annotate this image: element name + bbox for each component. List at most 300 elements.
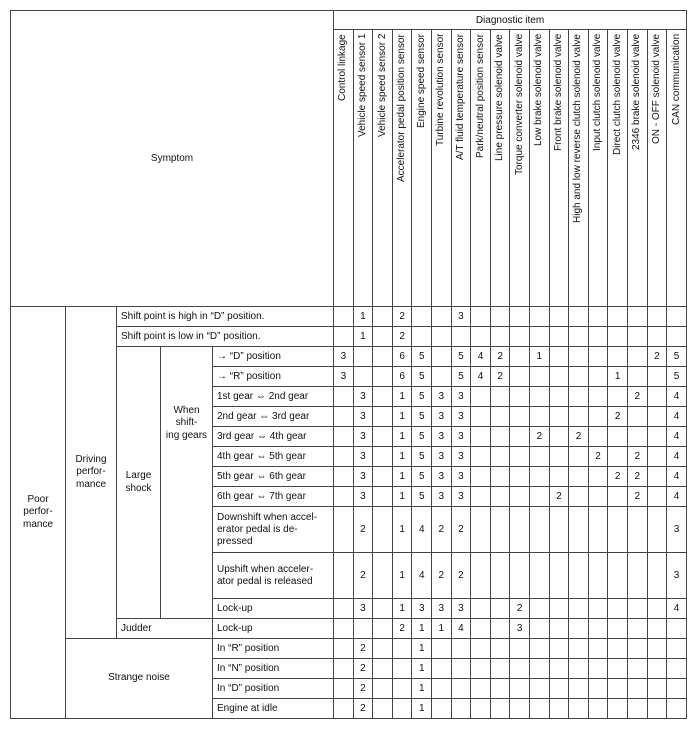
symptom-header: Symptom xyxy=(11,11,334,307)
value-cell: 3 xyxy=(451,407,471,427)
value-cell xyxy=(334,639,354,659)
value-cell: 2 xyxy=(353,639,373,659)
value-cell: 1 xyxy=(353,327,373,347)
value-cell xyxy=(334,599,354,619)
value-cell xyxy=(569,327,589,347)
value-cell xyxy=(608,327,628,347)
symptom-label: Engine at idle xyxy=(213,699,334,719)
symptom-label: In “D” position xyxy=(213,679,334,699)
value-cell xyxy=(373,599,393,619)
value-cell xyxy=(334,387,354,407)
value-cell xyxy=(529,387,549,407)
value-cell xyxy=(510,639,530,659)
value-cell xyxy=(647,387,667,407)
value-cell: 2 xyxy=(490,367,510,387)
column-header xyxy=(471,30,491,307)
value-cell: 2 xyxy=(353,659,373,679)
symptom-label: Shift point is high in “D” position. xyxy=(117,307,334,327)
value-cell: 3 xyxy=(412,599,432,619)
value-cell: 3 xyxy=(432,427,452,447)
value-cell xyxy=(529,619,549,639)
value-cell xyxy=(667,307,687,327)
value-cell: 3 xyxy=(451,599,471,619)
value-cell: 2 xyxy=(627,467,647,487)
value-cell xyxy=(490,387,510,407)
value-cell xyxy=(569,699,589,719)
value-cell xyxy=(608,507,628,553)
column-header-label: Input clutch solenoid valve xyxy=(592,34,604,152)
column-header-label: Turbine revolution sensor xyxy=(435,34,447,147)
value-cell xyxy=(529,659,549,679)
value-cell: 3 xyxy=(353,387,373,407)
value-cell xyxy=(334,679,354,699)
value-cell: 1 xyxy=(412,659,432,679)
value-cell xyxy=(588,427,608,447)
symptom-label: Lock-up xyxy=(213,619,334,639)
value-cell xyxy=(588,367,608,387)
column-header-label: A/T fluid temperature sensor xyxy=(454,34,466,160)
value-cell xyxy=(490,619,510,639)
value-cell xyxy=(529,553,549,599)
diagnostic-item-header: Diagnostic item xyxy=(334,11,687,30)
value-cell: 1 xyxy=(392,553,412,599)
value-cell: 3 xyxy=(432,447,452,467)
column-header xyxy=(373,30,393,307)
value-cell xyxy=(608,307,628,327)
value-cell xyxy=(471,407,491,427)
value-cell xyxy=(432,639,452,659)
value-cell: 2 xyxy=(569,427,589,447)
value-cell xyxy=(334,659,354,679)
value-cell xyxy=(588,599,608,619)
value-cell: 3 xyxy=(432,487,452,507)
value-cell: 3 xyxy=(451,387,471,407)
value-cell xyxy=(627,367,647,387)
value-cell xyxy=(569,619,589,639)
group-strange-noise: Strange noise xyxy=(66,639,213,719)
value-cell: 4 xyxy=(667,487,687,507)
value-cell xyxy=(627,347,647,367)
value-cell xyxy=(627,507,647,553)
value-cell xyxy=(529,327,549,347)
value-cell: 6 xyxy=(392,367,412,387)
column-header xyxy=(667,30,687,307)
value-cell xyxy=(471,507,491,553)
value-cell xyxy=(353,347,373,367)
value-cell xyxy=(392,659,412,679)
value-cell xyxy=(451,679,471,699)
value-cell: 1 xyxy=(392,387,412,407)
value-cell: 2 xyxy=(432,553,452,599)
value-cell xyxy=(569,367,589,387)
value-cell xyxy=(588,699,608,719)
value-cell xyxy=(373,659,393,679)
column-header xyxy=(334,30,354,307)
column-header-label: CAN communication xyxy=(670,34,682,126)
value-cell xyxy=(627,679,647,699)
value-cell xyxy=(373,407,393,427)
value-cell: 5 xyxy=(451,367,471,387)
value-cell xyxy=(529,699,549,719)
column-header-label: Park/neutral position sensor xyxy=(474,34,486,158)
symptom-label: → “R” position xyxy=(213,367,334,387)
value-cell xyxy=(490,659,510,679)
value-cell xyxy=(608,427,628,447)
value-cell: 4 xyxy=(667,387,687,407)
value-cell xyxy=(569,659,589,679)
symptom-label: Upshift when acceler- ator pedal is released xyxy=(213,553,334,599)
value-cell: 4 xyxy=(667,447,687,467)
value-cell xyxy=(471,679,491,699)
value-cell xyxy=(647,407,667,427)
column-header-label: 2346 brake solenoid valve xyxy=(631,34,643,151)
value-cell xyxy=(588,679,608,699)
value-cell xyxy=(588,487,608,507)
value-cell xyxy=(549,367,569,387)
value-cell xyxy=(549,307,569,327)
value-cell xyxy=(451,659,471,679)
value-cell xyxy=(569,599,589,619)
column-header xyxy=(549,30,569,307)
value-cell xyxy=(549,347,569,367)
value-cell xyxy=(373,679,393,699)
value-cell xyxy=(471,307,491,327)
value-cell: 2 xyxy=(353,507,373,553)
value-cell: 1 xyxy=(608,367,628,387)
value-cell xyxy=(510,367,530,387)
value-cell xyxy=(510,553,530,599)
value-cell xyxy=(647,679,667,699)
value-cell: 1 xyxy=(392,467,412,487)
value-cell xyxy=(608,659,628,679)
value-cell xyxy=(667,619,687,639)
column-header-label: Engine speed sensor xyxy=(415,34,427,128)
value-cell xyxy=(334,327,354,347)
value-cell xyxy=(471,639,491,659)
value-cell xyxy=(529,407,549,427)
column-header-label: Low brake solenoid valve xyxy=(533,34,545,147)
value-cell xyxy=(608,487,628,507)
value-cell xyxy=(588,387,608,407)
value-cell xyxy=(549,659,569,679)
value-cell xyxy=(529,487,549,507)
value-cell: 2 xyxy=(549,487,569,507)
value-cell: 1 xyxy=(392,447,412,467)
group-poor-performance: Poor perfor- mance xyxy=(11,307,66,719)
value-cell xyxy=(510,679,530,699)
value-cell xyxy=(588,639,608,659)
value-cell xyxy=(334,307,354,327)
value-cell xyxy=(608,679,628,699)
value-cell xyxy=(608,347,628,367)
group-large-shock: Large shock xyxy=(117,347,161,619)
value-cell xyxy=(432,699,452,719)
value-cell xyxy=(588,553,608,599)
value-cell xyxy=(529,307,549,327)
value-cell: 1 xyxy=(529,347,549,367)
value-cell: 4 xyxy=(471,347,491,367)
value-cell xyxy=(627,659,647,679)
symptom-label: 4th gear ⇔ 5th gear xyxy=(213,447,334,467)
value-cell xyxy=(373,487,393,507)
value-cell xyxy=(451,699,471,719)
value-cell xyxy=(471,699,491,719)
value-cell xyxy=(510,407,530,427)
table-body xyxy=(11,307,687,719)
column-header xyxy=(510,30,530,307)
value-cell: 5 xyxy=(667,367,687,387)
column-header-label: Control linkage xyxy=(337,34,349,101)
column-header xyxy=(569,30,589,307)
value-cell xyxy=(510,327,530,347)
value-cell xyxy=(373,427,393,447)
value-cell xyxy=(373,639,393,659)
value-cell xyxy=(667,327,687,347)
value-cell xyxy=(490,407,510,427)
value-cell: 1 xyxy=(353,307,373,327)
value-cell: 1 xyxy=(432,619,452,639)
value-cell xyxy=(549,327,569,347)
value-cell xyxy=(490,639,510,659)
value-cell xyxy=(510,699,530,719)
value-cell: 2 xyxy=(529,427,549,447)
value-cell xyxy=(608,447,628,467)
value-cell xyxy=(569,507,589,553)
value-cell xyxy=(334,619,354,639)
value-cell xyxy=(432,347,452,367)
value-cell: 3 xyxy=(667,507,687,553)
value-cell xyxy=(490,679,510,699)
value-cell: 4 xyxy=(471,367,491,387)
column-header-label: Front brake solenoid valve xyxy=(552,34,564,152)
value-cell: 3 xyxy=(451,467,471,487)
value-cell xyxy=(529,507,549,553)
value-cell: 3 xyxy=(353,599,373,619)
value-cell xyxy=(588,327,608,347)
group-when-shifting: When shift- ing gears xyxy=(161,387,213,619)
value-cell: 2 xyxy=(353,699,373,719)
value-cell xyxy=(373,619,393,639)
column-header xyxy=(529,30,549,307)
value-cell xyxy=(334,447,354,467)
value-cell: 3 xyxy=(667,553,687,599)
value-cell xyxy=(471,427,491,447)
value-cell: 3 xyxy=(353,447,373,467)
value-cell xyxy=(647,467,667,487)
value-cell xyxy=(667,639,687,659)
value-cell xyxy=(647,699,667,719)
value-cell: 3 xyxy=(334,347,354,367)
value-cell xyxy=(451,327,471,347)
value-cell: 2 xyxy=(353,553,373,599)
value-cell xyxy=(569,487,589,507)
value-cell xyxy=(432,679,452,699)
column-header-label: Accelerator pedal position sensor xyxy=(396,34,408,182)
symptom-label: 5th gear ⇔ 6th gear xyxy=(213,467,334,487)
value-cell xyxy=(334,467,354,487)
column-header xyxy=(588,30,608,307)
diagnostic-table xyxy=(10,10,687,719)
value-cell: 4 xyxy=(412,553,432,599)
value-cell: 2 xyxy=(451,553,471,599)
value-cell xyxy=(608,699,628,719)
value-cell xyxy=(529,467,549,487)
value-cell xyxy=(353,367,373,387)
value-cell xyxy=(529,679,549,699)
column-header xyxy=(412,30,432,307)
column-header xyxy=(647,30,667,307)
value-cell: 4 xyxy=(451,619,471,639)
column-header xyxy=(627,30,647,307)
group-judder: Judder xyxy=(117,619,213,639)
value-cell: 1 xyxy=(412,619,432,639)
value-cell xyxy=(373,327,393,347)
value-cell xyxy=(549,553,569,599)
value-cell xyxy=(549,507,569,553)
value-cell xyxy=(549,447,569,467)
value-cell xyxy=(569,639,589,659)
column-header-label: Vehicle speed sensor 2 xyxy=(376,34,388,138)
value-cell: 2 xyxy=(432,507,452,553)
value-cell: 3 xyxy=(451,447,471,467)
column-header-label: Torque converter solenoid valve xyxy=(513,34,525,176)
value-cell: 5 xyxy=(412,407,432,427)
value-cell xyxy=(647,659,667,679)
value-cell xyxy=(334,407,354,427)
column-header xyxy=(432,30,452,307)
value-cell: 3 xyxy=(432,467,452,487)
symptom-label: → “D” position xyxy=(213,347,334,367)
value-cell: 2 xyxy=(392,327,412,347)
value-cell xyxy=(588,659,608,679)
value-cell: 5 xyxy=(412,467,432,487)
value-cell xyxy=(608,599,628,619)
value-cell xyxy=(510,427,530,447)
symptom-label: Shift point is low in “D” position. xyxy=(117,327,334,347)
value-cell: 4 xyxy=(667,599,687,619)
value-cell: 5 xyxy=(667,347,687,367)
value-cell: 3 xyxy=(353,467,373,487)
value-cell: 2 xyxy=(510,599,530,619)
symptom-label: 6th gear ⇔ 7th gear xyxy=(213,487,334,507)
value-cell: 3 xyxy=(353,407,373,427)
column-header-label: Vehicle speed sensor 1 xyxy=(356,34,368,138)
value-cell xyxy=(490,487,510,507)
value-cell xyxy=(627,699,647,719)
value-cell: 1 xyxy=(412,639,432,659)
value-cell: 3 xyxy=(432,387,452,407)
value-cell xyxy=(647,487,667,507)
value-cell xyxy=(471,487,491,507)
symptom-label: 2nd gear ⇔ 3rd gear xyxy=(213,407,334,427)
value-cell xyxy=(549,679,569,699)
value-cell: 1 xyxy=(392,427,412,447)
value-cell xyxy=(334,699,354,719)
value-cell: 1 xyxy=(412,679,432,699)
value-cell xyxy=(334,427,354,447)
value-cell: 2 xyxy=(608,407,628,427)
value-cell xyxy=(373,387,393,407)
value-cell xyxy=(529,639,549,659)
value-cell: 2 xyxy=(627,387,647,407)
column-header-label: Line pressure solenoid valve xyxy=(494,34,506,161)
symptom-label: 1st gear ⇔ 2nd gear xyxy=(213,387,334,407)
value-cell xyxy=(471,327,491,347)
value-cell xyxy=(334,487,354,507)
value-cell xyxy=(392,639,412,659)
value-cell xyxy=(549,427,569,447)
column-header xyxy=(608,30,628,307)
value-cell: 3 xyxy=(334,367,354,387)
value-cell: 5 xyxy=(451,347,471,367)
value-cell xyxy=(647,639,667,659)
value-cell xyxy=(647,553,667,599)
value-cell xyxy=(647,327,667,347)
value-cell xyxy=(667,659,687,679)
value-cell xyxy=(588,507,608,553)
value-cell xyxy=(667,679,687,699)
value-cell: 2 xyxy=(627,487,647,507)
value-cell xyxy=(490,307,510,327)
value-cell xyxy=(569,347,589,367)
value-cell xyxy=(510,387,530,407)
value-cell xyxy=(490,507,510,553)
value-cell xyxy=(569,553,589,599)
value-cell xyxy=(490,553,510,599)
value-cell: 3 xyxy=(451,427,471,447)
value-cell xyxy=(608,387,628,407)
value-cell xyxy=(588,467,608,487)
value-cell xyxy=(432,327,452,347)
value-cell xyxy=(588,619,608,639)
value-cell xyxy=(647,307,667,327)
value-cell xyxy=(627,639,647,659)
value-cell xyxy=(373,507,393,553)
value-cell xyxy=(432,367,452,387)
value-cell xyxy=(549,407,569,427)
value-cell xyxy=(647,427,667,447)
blank-cell xyxy=(161,347,213,387)
column-header-label: ON - OFF solenoid valve xyxy=(650,34,662,145)
column-header xyxy=(353,30,373,307)
column-header xyxy=(392,30,412,307)
value-cell xyxy=(529,447,549,467)
value-cell xyxy=(373,467,393,487)
value-cell xyxy=(627,427,647,447)
symptom-label: In “R” position xyxy=(213,639,334,659)
value-cell xyxy=(569,447,589,467)
value-cell xyxy=(549,699,569,719)
value-cell: 2 xyxy=(608,467,628,487)
symptom-label: Downshift when accel- erator pedal is de- pressed xyxy=(213,507,334,553)
value-cell xyxy=(647,619,667,639)
value-cell: 2 xyxy=(647,347,667,367)
value-cell xyxy=(569,679,589,699)
value-cell xyxy=(549,639,569,659)
value-cell: 6 xyxy=(392,347,412,367)
value-cell: 1 xyxy=(392,599,412,619)
value-cell xyxy=(549,387,569,407)
symptom-label: 3rd gear ⇔ 4th gear xyxy=(213,427,334,447)
value-cell xyxy=(373,367,393,387)
value-cell xyxy=(471,659,491,679)
column-header xyxy=(490,30,510,307)
value-cell: 2 xyxy=(392,619,412,639)
value-cell xyxy=(392,699,412,719)
value-cell xyxy=(471,599,491,619)
value-cell: 2 xyxy=(353,679,373,699)
value-cell xyxy=(627,307,647,327)
